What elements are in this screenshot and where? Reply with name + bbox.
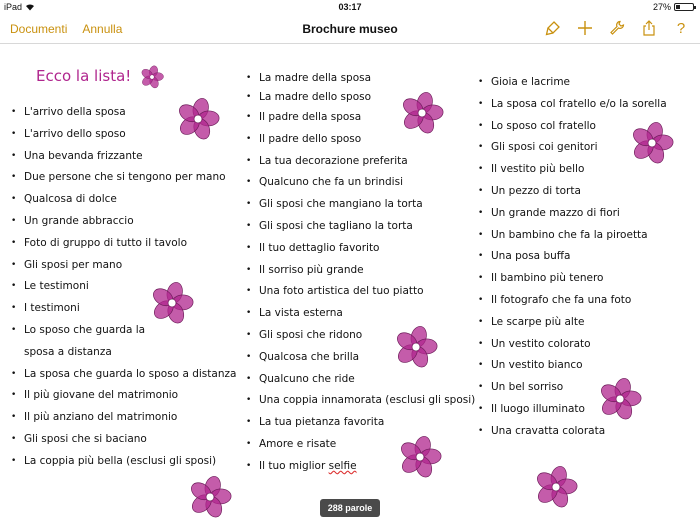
flower-icon [400,91,444,135]
list-item: • Gli sposi che tagliano la torta [246,216,475,238]
list-item: • Le scarpe più alte [478,312,667,334]
flower-icon [598,377,642,421]
list-item: • Le testimoni [11,276,236,298]
list-heading: Ecco la lista! [36,67,132,85]
list-item: • Il padre della sposa [246,107,475,129]
list-item: • Foto di gruppo di tutto il tavolo [11,233,236,255]
carrier-label: iPad [4,2,23,12]
list-item: • Il più anziano del matrimonio [11,407,236,429]
flower-icon [398,435,442,479]
list-item: • Qualcosa di dolce [11,189,236,211]
list-item: • Un vestito colorato [478,334,667,356]
clock: 03:17 [338,2,362,12]
brush-icon[interactable] [544,18,562,38]
list-item: • La sposa che guarda lo sposo a distanza [11,364,236,386]
misspelled-word: selfie [328,459,357,472]
list-item: • Il più giovane del matrimonio [11,385,236,407]
list-item: • Il tuo dettaglio favorito [246,238,475,260]
document-canvas[interactable] [0,45,700,525]
flower-icon [630,121,674,165]
list-item: • La vista esterna [246,303,475,325]
list-item: • Qualcosa che brilla [246,347,475,369]
list-item: • Una posa buffa [478,246,667,268]
list-item: • Gli sposi che ridono [246,325,475,347]
list-item: • La madre dello sposo [246,88,475,107]
list-item: • Gioia e lacrime [478,72,667,94]
list-item: • Il sorriso più grande [246,260,475,282]
list-item: • Gli sposi per mano [11,255,236,277]
list-item: • Un grande abbraccio [11,211,236,233]
help-glyph: ? [676,19,686,37]
list-item: • Il fotografo che fa una foto [478,290,667,312]
wrench-icon[interactable] [608,18,626,38]
battery-status [653,2,694,12]
list-item: • Il padre dello sposo [246,129,475,151]
share-icon[interactable] [640,18,658,38]
list-item: • La sposa col fratello e/o la sorella [478,94,667,116]
list-item: • Qualcuno che fa un brindisi [246,172,475,194]
list-item: • Gli sposi che mangiano la torta [246,194,475,216]
word-count-badge: 288 parole [320,499,380,517]
list-item: • Amore e risate [246,434,475,456]
checklist-column-1 [11,102,236,473]
list-item: • L'arrivo dello sposo [11,124,236,146]
battery-icon [674,3,694,11]
list-item: • Una bevanda frizzante [11,146,236,168]
battery-level [676,5,680,9]
list-item: • La madre della sposa [246,69,475,88]
flower-icon [188,475,232,519]
list-item: • Una cravatta colorata [478,421,667,443]
list-item: • Il luogo illuminato [478,399,667,421]
list-item: • Qualcuno che ride [246,369,475,391]
flower-icon [176,97,220,141]
flower-icon [394,325,438,369]
list-item: • Un pezzo di torta [478,181,667,203]
list-item: • Lo sposo che guarda la [11,320,236,342]
plus-icon[interactable] [576,18,594,38]
list-item: • I testimoni [11,298,236,320]
document-title: Brochure museo [302,22,398,36]
list-item: • La tua pietanza favorita [246,412,475,434]
list-item: • La coppia più bella (esclusi gli sposi) [11,451,236,473]
list-item: • La tua decorazione preferita [246,151,475,173]
battery-percentage: 27% [652,2,671,12]
list-item: • Un bambino che fa la piroetta [478,225,667,247]
list-item: • Gli sposi coi genitori [478,137,667,159]
list-item: • Due persone che si tengono per mano [11,167,236,189]
documents-button[interactable]: Documenti [10,22,68,36]
list-item: • Una foto artistica del tuo piatto [246,281,475,303]
help-icon[interactable] [672,18,690,38]
list-item-continuation: sposa a distanza [24,345,112,358]
toolbar [0,14,700,44]
list-item: • L'arrivo della sposa [11,102,236,124]
flower-icon [140,65,164,89]
list-item: • Il vestito più bello [478,159,667,181]
undo-button[interactable]: Annulla [82,22,123,36]
list-item: • Un bel sorriso [478,377,667,399]
list-item-text: Il tuo miglior [259,459,329,472]
list-item: • Un grande mazzo di fiori [478,203,667,225]
status-bar [0,0,700,14]
list-item: • Una coppia innamorata (esclusi gli sposi) [246,390,475,412]
list-item: • Gli sposi che si baciano [11,429,236,451]
list-item: • Lo sposo col fratello [478,116,667,138]
list-item: • Un vestito bianco [478,355,667,377]
flower-icon [150,281,194,325]
flower-icon [534,465,578,509]
list-item: • Il bambino più tenero [478,268,667,290]
